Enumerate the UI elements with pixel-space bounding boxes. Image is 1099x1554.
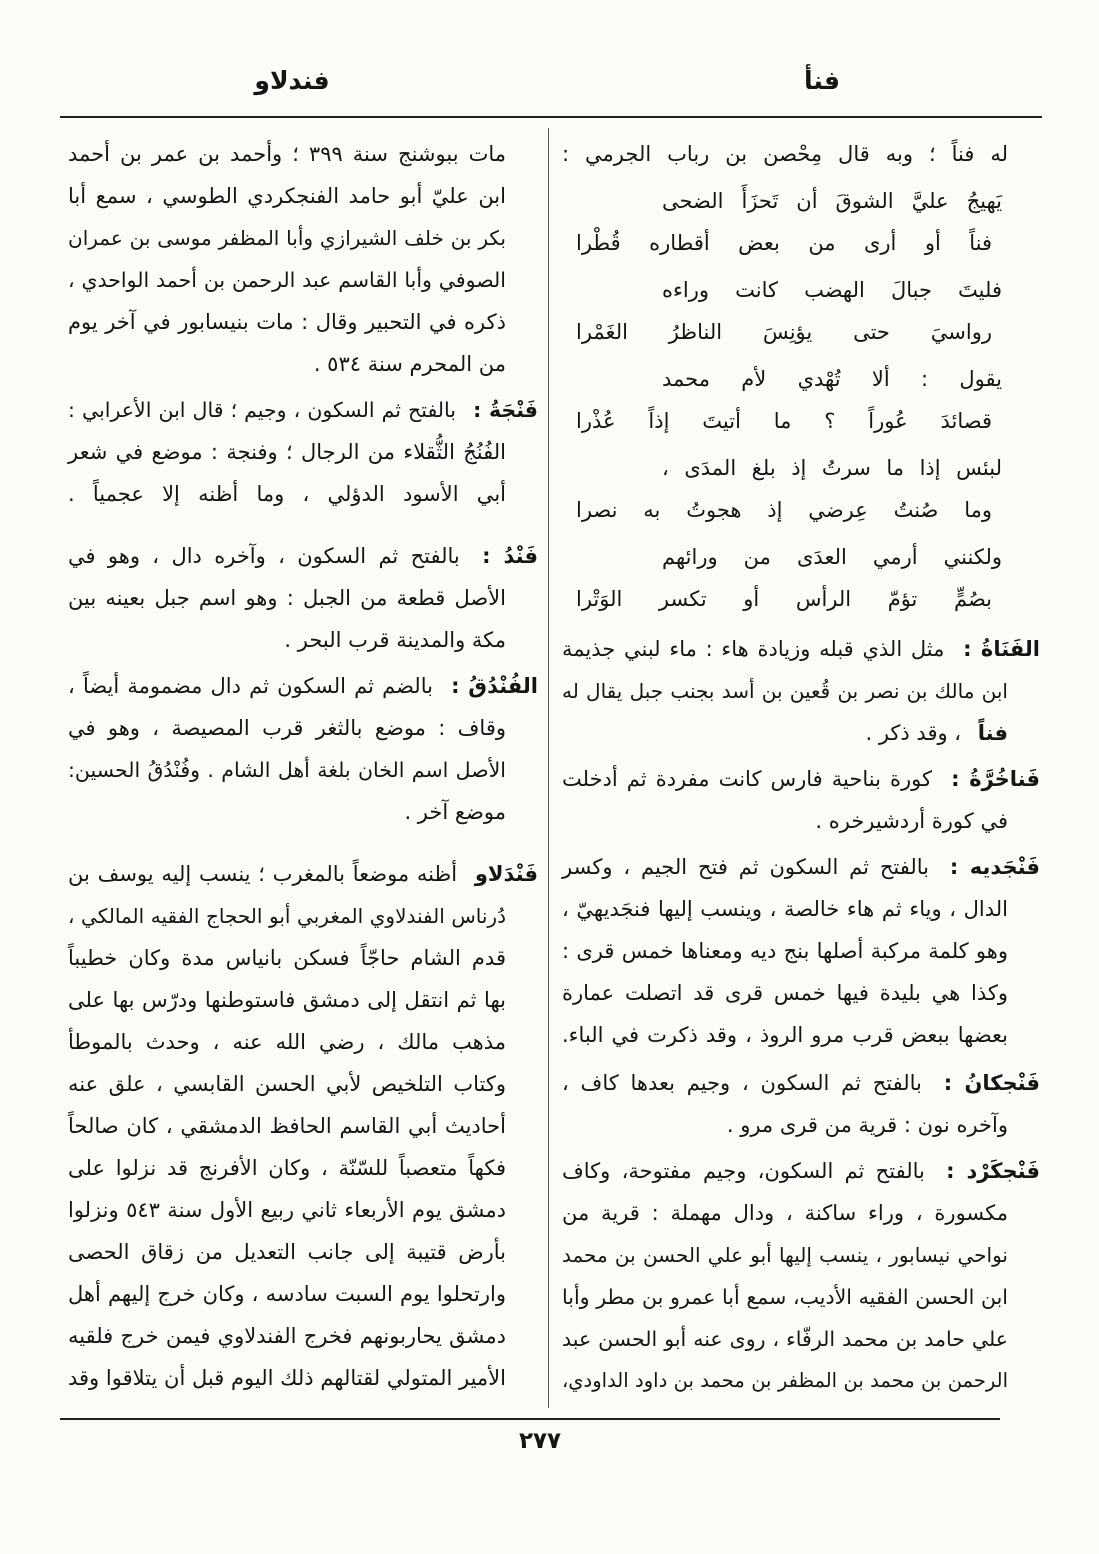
text-line (68, 343, 538, 385)
text-line (562, 1104, 1040, 1146)
header-rule (60, 116, 1042, 118)
text-line (68, 619, 538, 661)
line-text: بالضم ثم السكون ثم دال مضمومة أيضاً ، (68, 674, 433, 698)
line-text: أحاديث أبي القاسم الحافظ الدمشقي ، كان صالحاً (68, 1114, 506, 1138)
text-line (562, 1192, 1040, 1234)
paragraph (68, 853, 538, 1399)
line-text: مكة والمدينة قرب البحر . (284, 628, 506, 652)
text-line (68, 473, 538, 515)
paragraph (562, 1150, 1040, 1402)
text-line (68, 1021, 538, 1063)
entry-headword: فَنْجَديه : (949, 855, 1040, 879)
line-text: فكهاً متعصباً للسّنّة ، وكان الأفرنج قد نزلوا على (68, 1156, 506, 1180)
line-text: أظنه موضعاً بالمغرب ؛ ينسب إليه يوسف بن (68, 862, 458, 886)
verse-hemistich (562, 536, 1040, 578)
text-line (562, 670, 1040, 712)
line-text: بعضها ببعض قرب مرو الروذ ، وقد ذكرت في الباء. (562, 1023, 1008, 1047)
line-text: مات ببوشنج سنة ٣٩٩ ؛ وأحمد بن عمر بن أحمد (68, 142, 507, 166)
entry-headword: فَنْجَةُ : (473, 398, 538, 422)
line-text: قصائدَ عُوراً ؟ ما أتيتَ إذاً عُذْرا (576, 409, 992, 433)
verse-hemistich (562, 180, 1040, 222)
line-text: رواسيَ حتى يؤنِسَ الناظرُ الغَمْرا (576, 320, 992, 344)
line-text: وكذا هي بليدة فيها خمس قرى قد اتصلت عمارة (562, 981, 1008, 1005)
text-line (68, 707, 538, 749)
line-text: ذكره في التحبير وقال : مات بنيسابور في آخر يوم (68, 310, 506, 334)
entry-headword: فَنْجكَرْد : (946, 1159, 1040, 1183)
text-line (562, 1360, 1040, 1402)
text-line (68, 937, 538, 979)
paragraph (562, 1062, 1040, 1146)
line-text: له فناً ؛ وبه قال مِحْصن بن رباب الجرمي : (562, 142, 1008, 166)
line-text: يَهيجُ عليَّ الشوقَ أن تَحزَأَ الضحى (662, 189, 1002, 213)
line-text: وقاف : موضع بالثغر قرب المصيصة ، وهو في (68, 716, 506, 740)
line-text: علي حامد بن محمد الرفّاء ، روى عنه أبو الحسن عبد (562, 1327, 1008, 1351)
text-line (68, 1315, 538, 1357)
text-line (562, 888, 1040, 930)
text-line (562, 758, 1040, 800)
text-line (562, 1062, 1040, 1104)
paragraph (562, 133, 1040, 620)
verse-hemistich (562, 269, 1040, 311)
entry-headword: فَنْدُ : (482, 544, 538, 568)
line-text: الصوفي وأبا القاسم عبد الرحمن بن أحمد الواحدي ، (68, 268, 506, 292)
footer-rule (60, 1418, 1000, 1420)
text-line (68, 1231, 538, 1273)
line-text: دمشق يحاربونهم فخرج الفندلاوي فيمن خرج فلقيه (68, 1324, 506, 1348)
right-column (562, 133, 1040, 1402)
text-line (562, 1234, 1040, 1276)
running-head-right: فنأ (804, 66, 840, 95)
text-line (68, 1273, 538, 1315)
line-text: مثل الذي قبله وزيادة هاء : ماء لبني جذيمة (562, 637, 945, 661)
text-line (68, 577, 538, 619)
line-text: وهو كلمة مركبة أصلها بنج ديه ومعناها خمس قرى : (562, 939, 1008, 963)
line-text: بالفتح ثم السكون ، وآخره دال ، وهو في (68, 544, 460, 568)
line-text: كورة بناحية فارس كانت مفردة ثم أدخلت (562, 767, 933, 791)
text-line (562, 712, 1040, 754)
line-text: قدم الشام حاجّاً فسكن بانياس مدة وكان خطيباً (68, 946, 506, 970)
line-text: يقول : ألا تُهْدي لأم محمد (662, 367, 1002, 391)
paragraph (562, 628, 1040, 754)
text-line (562, 1014, 1040, 1056)
text-line (562, 133, 1040, 175)
line-text: وارتحلوا يوم السبت سادسه ، وكان خرج إليهم أهل (68, 1282, 506, 1306)
paragraph (68, 133, 538, 385)
text-line (68, 1063, 538, 1105)
line-text: بها ثم انتقل إلى دمشق فاستوطنها ودرّس بها على (68, 988, 506, 1012)
paragraph (68, 389, 538, 515)
paragraph (562, 846, 1040, 1056)
text-line (68, 979, 538, 1021)
text-line (562, 1318, 1040, 1360)
paragraph (68, 665, 538, 833)
line-text: في كورة أردشيرخره . (815, 809, 1008, 833)
verse-hemistich (562, 222, 1040, 264)
text-line (68, 301, 538, 343)
verse-hemistich (562, 311, 1040, 353)
verse-hemistich (562, 447, 1040, 489)
page-number: ٢٧٧ (518, 1428, 562, 1454)
line-text: ولكنني أرمي العدَى من ورائهم (662, 545, 1002, 569)
line-text: دمشق يوم الأربعاء ثاني ربيع الأول سنة ٥٤٣ ونزلوا (68, 1198, 506, 1222)
line-text: ابن مالك بن نصر بن قُعين بن أسد بجنب جبل يقال له (562, 679, 1008, 703)
line-text: الأصل قطعة من الجبل : وهو اسم جبل بعينه بين (68, 586, 506, 610)
line-text: بأرض قتيبة إلى جانب التعديل من زقاق الحصى (68, 1240, 506, 1264)
line-text: الفُنُجُ الثُّقلاء من الرجال ؛ وفنجة : موضع في شعر (68, 440, 506, 464)
left-column (68, 133, 538, 1399)
line-text: ابن عليّ أبو حامد الفنجكردي الطوسي ، سمع أبا (68, 184, 506, 208)
text-line (68, 749, 538, 791)
line-text: أبي الأسود الدؤلي ، وما أظنه إلا عجمياً . (68, 482, 506, 506)
line-text: بالفتح ثم السكون، وجيم مفتوحة، وكاف (562, 1159, 925, 1183)
verse-hemistich (562, 358, 1040, 400)
line-text: وما صُنتُ عِرضي إذ هجوتُ به نصرا (576, 498, 992, 522)
text-line (68, 853, 538, 895)
entry-headword: الفَنَاةُ : (963, 637, 1040, 661)
line-text: موضع آخر . (404, 800, 506, 824)
line-text: بكر بن خلف الشيرازي وأبا المظفر موسى بن عمران (68, 226, 506, 250)
text-line (562, 1150, 1040, 1192)
line-text: وآخره نون : قرية من قرى مرو . (726, 1113, 1008, 1137)
running-head-left: فندلاو (254, 66, 330, 95)
text-line (68, 175, 538, 217)
text-line (68, 217, 538, 259)
line-text: بالفتح ثم السكون ، وجيم بعدها كاف ، (562, 1071, 922, 1095)
text-line (562, 800, 1040, 842)
line-text: ، وقد ذكر . (865, 721, 962, 745)
entry-headword: فَناخُرَّةُ : (951, 767, 1040, 791)
line-text: وكتاب التلخيص لأبي الحسن القابسي ، علق عنه (68, 1072, 506, 1096)
line-text: لبئس إذا ما سرتُ إذ بلغ المدَى ، (662, 456, 1002, 480)
paragraph (562, 758, 1040, 842)
entry-headword: فَنْجكانُ : (943, 1071, 1040, 1095)
column-divider (548, 128, 549, 1408)
line-text: بالفتح ثم السكون ، وجيم ؛ قال ابن الأعرابي : (68, 398, 457, 422)
entry-headword: الفُنْدُقُ : (451, 674, 538, 698)
text-line (562, 846, 1040, 888)
text-line (68, 431, 538, 473)
text-line (562, 628, 1040, 670)
line-text: مذهب مالك ، رضي الله عنه ، وحدث بالموطأ (68, 1030, 506, 1054)
text-line (68, 133, 538, 175)
entry-headword: فناً (977, 721, 1008, 745)
text-line (68, 389, 538, 431)
text-line (68, 895, 538, 937)
line-text: نواحي نيسابور ، ينسب إليها أبو علي الحسن بن محمد (562, 1243, 1008, 1267)
text-line (68, 665, 538, 707)
text-line (562, 1276, 1040, 1318)
line-text: الرحمن بن محمد بن المظفر بن محمد بن داود الداودي، (562, 1369, 1008, 1392)
paragraph (68, 535, 538, 661)
line-text: بصُمٍّ تؤمّ الرأس أو تكسر الوَتْرا (576, 587, 992, 611)
line-text: مكسورة ، وراء ساكنة ، ودال مهملة : قرية من (562, 1201, 1008, 1225)
text-line (68, 1189, 538, 1231)
text-line (562, 930, 1040, 972)
line-text: من المحرم سنة ٥٣٤ . (313, 352, 506, 376)
line-text: الدال ، وياء ثم هاء خالصة ، وينسب إليها فنجَديهيّ ، (562, 897, 1008, 921)
verse-hemistich (562, 578, 1040, 620)
text-line (68, 1147, 538, 1189)
text-line (562, 972, 1040, 1014)
line-text: الأمير المتولي لقتالهم ذلك اليوم قبل أن يتلاقوا وقد (68, 1366, 506, 1390)
line-text: فليتَ جبالَ الهضب كانت وراءه (662, 278, 1002, 302)
text-line (68, 791, 538, 833)
line-text: بالفتح ثم السكون ثم فتح الجيم ، وكسر (562, 855, 929, 879)
text-line (68, 1357, 538, 1399)
line-text: دُرناس الفندلاوي المغربي أبو الحجاج الفقيه المالكي ، (68, 904, 506, 928)
verse-hemistich (562, 489, 1040, 531)
text-line (68, 1105, 538, 1147)
text-line (68, 535, 538, 577)
line-text: الأصل اسم الخان بلغة أهل الشام . وفُنْدُقُ الحسين: (68, 758, 506, 782)
text-line (68, 259, 538, 301)
line-text: فناً أو أرى من بعض أقطاره قُطْرا (576, 231, 992, 255)
verse-hemistich (562, 400, 1040, 442)
line-text: ابن الحسن الفقيه الأديب، سمع أبا عمرو بن مطر وأبا (562, 1285, 1008, 1309)
entry-headword: فَنْدَلاو (474, 862, 538, 886)
